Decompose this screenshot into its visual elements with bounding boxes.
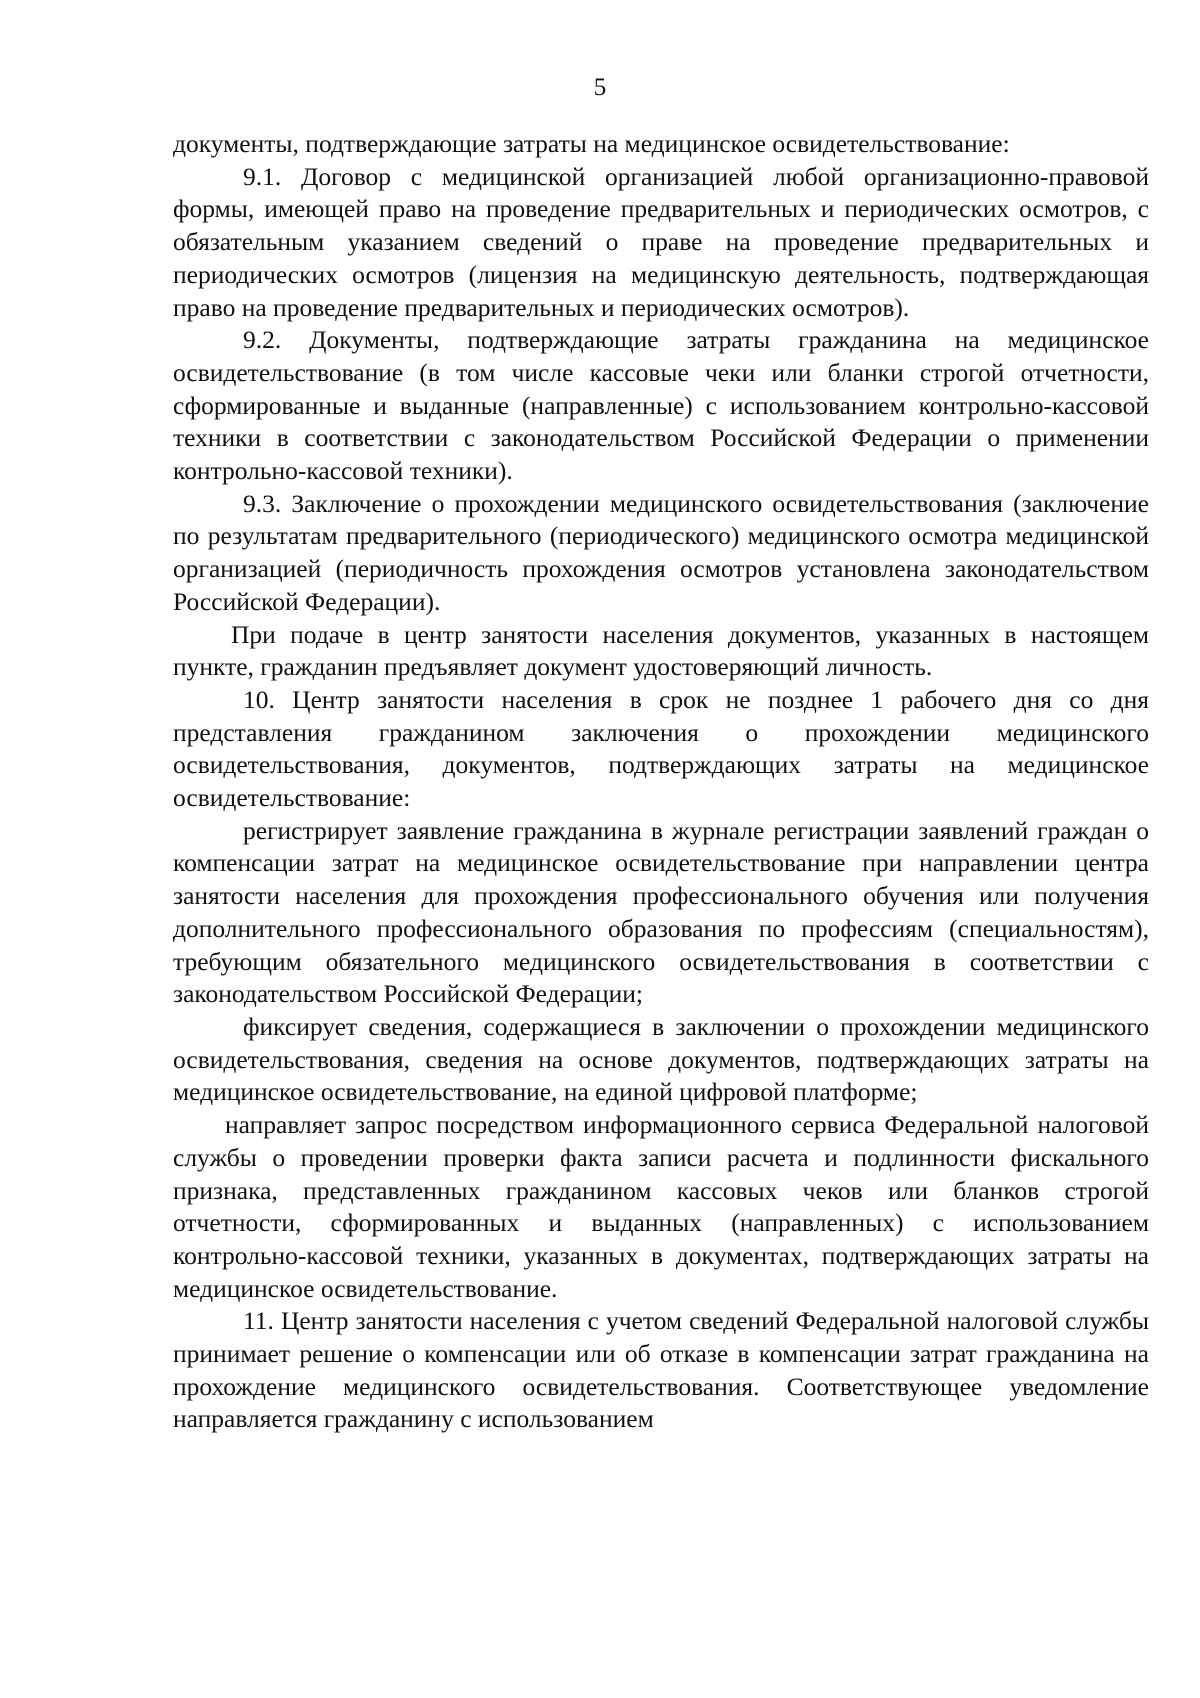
paragraph-submission: При подаче в центр занятости населения документов, указанных в настоящем пункте, гражданин предъявляет документ удостоверяющий личность. [173,619,1149,682]
paragraph-records: фиксирует сведения, содержащиеся в заключении о прохождении медицинского освидетельствования, сведения на основе документов, подтверждающих затраты на медицинское освидетельствование, на единой цифровой платформе; [173,1011,1149,1107]
paragraph-10: 10. Центр занятости населения в срок не позднее 1 рабочего дня со дня представления гражданином заключения о прохождении медицинского освидетельствования, документов, подтверждающих затраты на медицинское освидетельствование: [173,684,1149,813]
paragraph-11: 11. Центр занятости населения с учетом сведений Федеральной налоговой службы принимает решение о компенсации или об отказе в компенсации затрат гражданина на прохождение медицинского освидетельствования. Соответствующее уведомление направляется гражданину с использованием [173,1306,1149,1434]
page-number: 5 [593,74,607,101]
document-body [173,128,1149,1436]
paragraph-registers: регистрирует заявление гражданина в журнале регистрации заявлений граждан о компенсации затрат на медицинское освидетельствование при направлении центра занятости населения для прохождения профессионального обучения или получения дополнительного профессионального образования по профессиям (специальностям), требующим обязательного медицинского освидетельствования в соответствии с законодательством Российской Федерации; [173,815,1149,1009]
paragraph-9-1: 9.1. Договор с медицинской организацией любой организационно-правовой формы, имеющей право на проведение предварительных и периодических осмотров, с обязательным указанием сведений о праве на проведение предварительных и периодических осмотров (лицензия на медицинскую деятельность, подтверждающая право на проведение предварительных и периодических осмотров). [173,161,1149,322]
paragraph-intro: документы, подтверждающие затраты на медицинское освидетельствование: [173,129,1010,158]
paragraph-9-3: 9.3. Заключение о прохождении медицинского освидетельствования (заключение по результатам предварительного (периодического) медицинского осмотра медицинской организацией (периодичность прохождения осмотров установлена законодательством Российской Федерации). [173,488,1149,616]
paragraph-request: направляет запрос посредством информационного сервиса Федеральной налоговой службы о проведении проверки факта записи расчета и подлинности фискального признака, представленных гражданином кассовых чеков или бланков строгой отчетности, сформированных и выданных (направленных) с использованием контрольно-кассовой техники, указанных в документах, подтверждающих затраты на медицинское освидетельствование. [173,1110,1149,1303]
paragraph-9-2: 9.2. Документы, подтверждающие затраты гражданина на медицинское освидетельствование (в том числе кассовые чеки или бланки строгой отчетности, сформированные и выданные (направленные) с использованием контрольно-кассовой техники в соответствии с законодательством Российской Федерации о применении контрольно-кассовой техники). [173,325,1149,486]
